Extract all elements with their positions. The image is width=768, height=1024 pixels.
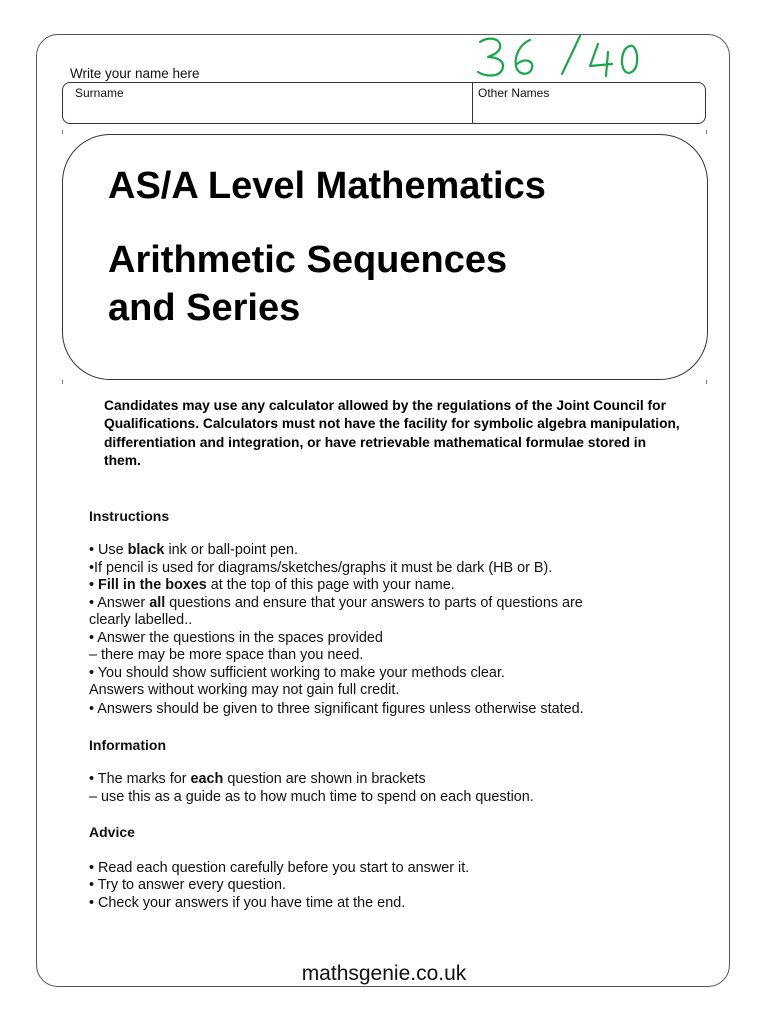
information-heading: Information — [89, 737, 166, 753]
corner-mark — [62, 380, 63, 384]
advice-line: • Check your answers if you have time at the end. — [89, 895, 406, 911]
corner-mark — [706, 380, 707, 384]
information-line: – use this as a guide as to how much time to spend on each question. — [89, 789, 534, 805]
instruction-line: • Use black ink or ball-point pen. — [89, 542, 299, 558]
instruction-line: • Answer all questions and ensure that your answers to parts of questions are — [89, 595, 583, 611]
name-fields-box — [62, 82, 706, 124]
footer-site[interactable]: mathsgenie.co.uk — [301, 962, 467, 985]
advice-line: • Try to answer every question. — [89, 877, 286, 893]
title-subject: AS/A Level Mathematics — [108, 165, 546, 207]
instruction-line: • Fill in the boxes at the top of this page with your name. — [89, 577, 455, 593]
calculator-notice: Candidates may use any calculator allowed by the regulations of the Joint Council for Qualifications. Calculators must not have the facility for symbolic algebra manipulation, differentiation and integration, or have retrievable mathematical formulae stored in them. — [104, 398, 680, 468]
surname-field[interactable]: Surname — [75, 86, 124, 100]
advice-heading: Advice — [89, 824, 135, 840]
name-divider — [472, 83, 473, 123]
corner-mark — [706, 130, 707, 134]
other-names-field[interactable]: Other Names — [478, 86, 550, 100]
instruction-line: clearly labelled.. — [89, 612, 193, 628]
instruction-line: Answers without working may not gain full credit. — [89, 682, 400, 698]
information-line: • The marks for each question are shown in brackets — [89, 771, 426, 787]
instruction-line: • Answers should be given to three significant figures unless otherwise stated. — [89, 701, 584, 717]
name-section-label: Write your name here — [70, 66, 200, 81]
corner-mark — [62, 130, 63, 134]
title-topic-line2: and Series — [108, 287, 301, 329]
instruction-line: • Answer the questions in the spaces provided — [89, 630, 383, 646]
instructions-heading: Instructions — [89, 508, 170, 524]
instruction-line: • You should show sufficient working to make your methods clear. — [89, 665, 505, 681]
advice-line: • Read each question carefully before you start to answer it. — [89, 860, 470, 876]
instruction-line: •If pencil is used for diagrams/sketches/graphs it must be dark (HB or B). — [89, 560, 553, 576]
instruction-line: – there may be more space than you need. — [89, 647, 364, 663]
handwritten-score — [470, 30, 650, 86]
title-topic-line1: Arithmetic Sequences — [108, 239, 508, 281]
